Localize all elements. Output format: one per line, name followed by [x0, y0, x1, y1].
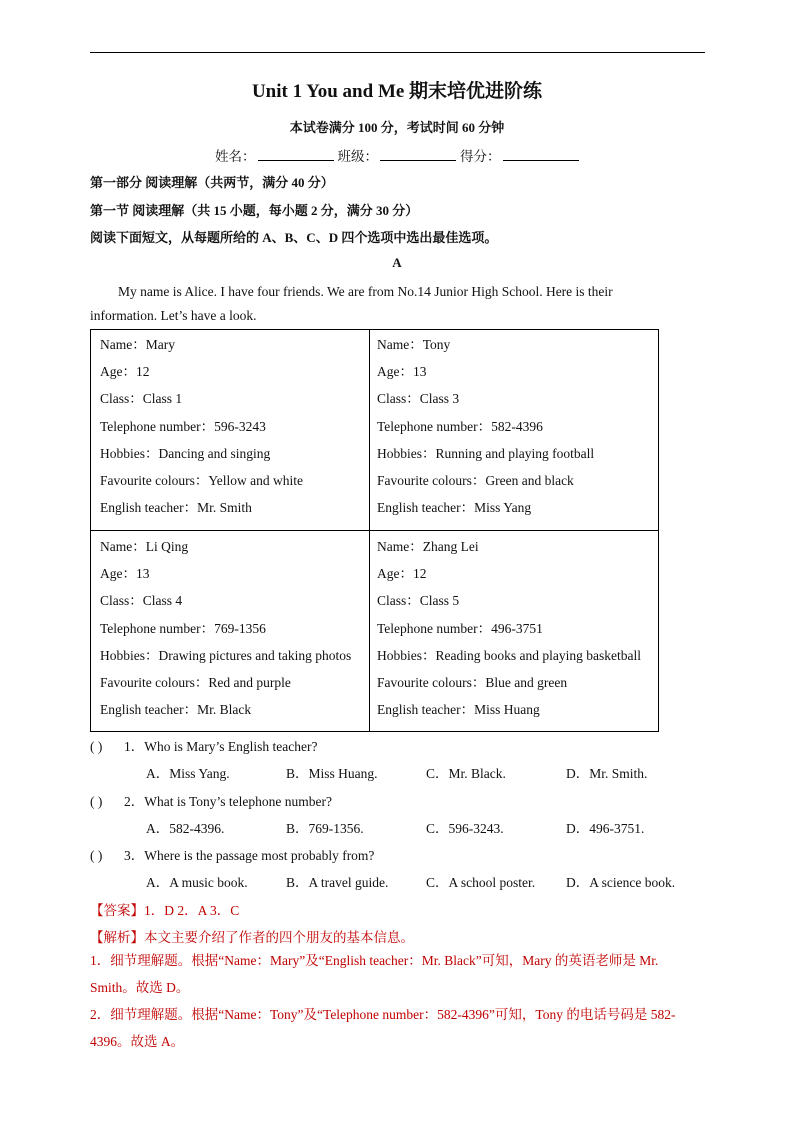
cell-age: Age：13 — [377, 364, 427, 380]
cell-teacher: English teacher：Miss Yang — [377, 500, 532, 516]
header-rule — [90, 52, 705, 53]
option-b[interactable]: B．Miss Huang. — [286, 766, 378, 781]
question-3 — [90, 844, 374, 864]
cell-colours: Favourite colours：Green and black — [377, 473, 574, 489]
friends-info-table — [90, 329, 659, 732]
option-d[interactable]: D．Mr. Smith. — [566, 766, 648, 781]
option-c[interactable]: C．596-3243. — [426, 821, 504, 836]
exam-info: 本试卷满分 100 分，考试时间 60 分钟 — [289, 120, 505, 135]
question-2-options — [146, 817, 706, 837]
section-heading: 第一节 阅读理解（共 15 小题，每小题 2 分，满分 30 分） — [90, 203, 419, 218]
cell-phone: Telephone number：596-3243 — [100, 418, 266, 434]
name-blank[interactable] — [258, 148, 334, 161]
analysis-label: 【解析】 — [90, 930, 144, 945]
answer-paren[interactable]: ( ) — [90, 794, 103, 809]
answer-paren[interactable]: ( ) — [90, 848, 103, 863]
table-cell-mary — [100, 331, 370, 521]
class-label: 班级： — [337, 149, 378, 164]
part-heading: 第一部分 阅读理解（共两节，满分 40 分） — [90, 175, 334, 190]
passage-label: A — [392, 255, 402, 270]
analysis-summary: 本文主要介绍了作者的四个朋友的基本信息。 — [144, 930, 414, 945]
instruction: 阅读下面短文，从每题所给的 A、B、C、D 四个选项中选出最佳选项。 — [90, 230, 498, 245]
table-divider-horizontal — [91, 530, 658, 531]
option-b[interactable]: B．769-1356. — [286, 821, 364, 836]
cell-class: Class：Class 3 — [377, 391, 460, 407]
question-3-options — [146, 871, 706, 891]
option-c[interactable]: C．A school poster. — [426, 875, 536, 890]
cell-phone: Telephone number：496-3751 — [377, 620, 543, 636]
cell-teacher: English teacher：Miss Huang — [377, 702, 540, 718]
table-cell-li-qing — [100, 533, 370, 723]
cell-hobbies: Hobbies：Dancing and singing — [100, 445, 271, 461]
score-label: 得分： — [460, 149, 501, 164]
cell-teacher: English teacher：Mr. Black — [100, 702, 252, 718]
option-a[interactable]: A．582-4396. — [146, 821, 225, 836]
option-a[interactable]: A．Miss Yang. — [146, 766, 230, 781]
cell-name: Name：Mary — [100, 337, 175, 352]
cell-hobbies: Hobbies：Running and playing football — [377, 445, 595, 461]
cell-teacher: English teacher：Mr. Smith — [100, 500, 252, 516]
answer-text: 1．D 2．A 3．C — [144, 903, 240, 918]
table-cell-tony — [377, 331, 647, 521]
option-d[interactable]: D．496-3751. — [566, 821, 645, 836]
score-blank[interactable] — [503, 148, 579, 161]
question-text: 2．What is Tony’s telephone number? — [124, 794, 333, 809]
cell-hobbies: Hobbies：Reading books and playing basketball — [377, 647, 641, 663]
student-info-line — [215, 145, 583, 165]
question-1 — [90, 735, 317, 755]
option-c[interactable]: C．Mr. Black. — [426, 766, 506, 781]
cell-colours: Favourite colours：Yellow and white — [100, 473, 303, 489]
option-a[interactable]: A．A music book. — [146, 875, 248, 890]
cell-name: Name：Li Qing — [100, 539, 189, 554]
analysis-item-1: 1．细节理解题。根据“Name：Mary”及“English teacher：Mr. Black”可知，Mary 的英语老师是 Mr. Smith。故选 D。 — [90, 953, 659, 995]
answer-line — [90, 899, 239, 919]
document-title: Unit 1 You and Me 期末培优进阶练 — [251, 81, 543, 102]
class-blank[interactable] — [380, 148, 456, 161]
cell-phone: Telephone number：769-1356 — [100, 620, 266, 636]
cell-class: Class：Class 1 — [100, 391, 183, 407]
option-b[interactable]: B．A travel guide. — [286, 875, 389, 890]
cell-class: Class：Class 4 — [100, 593, 183, 609]
cell-colours: Favourite colours：Red and purple — [100, 675, 291, 691]
table-cell-zhang-lei — [377, 533, 647, 723]
passage-text: My name is Alice. I have four friends. We are from No.14 Junior High School. Here is their information. Let’s have a look. — [90, 284, 613, 323]
question-2 — [90, 790, 332, 810]
cell-age: Age：13 — [100, 566, 150, 582]
cell-class: Class：Class 5 — [377, 593, 460, 609]
answer-paren[interactable]: ( ) — [90, 739, 103, 754]
cell-name: Name：Tony — [377, 337, 451, 352]
analysis-line — [90, 926, 414, 946]
cell-phone: Telephone number：582-4396 — [377, 418, 543, 434]
question-1-options — [146, 762, 706, 782]
question-text: 1．Who is Mary’s English teacher? — [124, 739, 318, 754]
cell-age: Age：12 — [377, 566, 427, 582]
cell-name: Name：Zhang Lei — [377, 539, 479, 554]
analysis-item-2: 2．细节理解题。根据“Name：Tony”及“Telephone number：582-4396”可知，Tony 的电话号码是 582-4396。故选 A。 — [90, 1007, 676, 1049]
question-text: 3．Where is the passage most probably from? — [124, 848, 375, 863]
cell-age: Age：12 — [100, 364, 150, 380]
cell-colours: Favourite colours：Blue and green — [377, 675, 568, 691]
name-label: 姓名： — [215, 149, 256, 164]
cell-hobbies: Hobbies：Drawing pictures and taking photos — [100, 647, 352, 663]
answer-label: 【答案】 — [90, 903, 144, 918]
option-d[interactable]: D．A science book. — [566, 875, 676, 890]
